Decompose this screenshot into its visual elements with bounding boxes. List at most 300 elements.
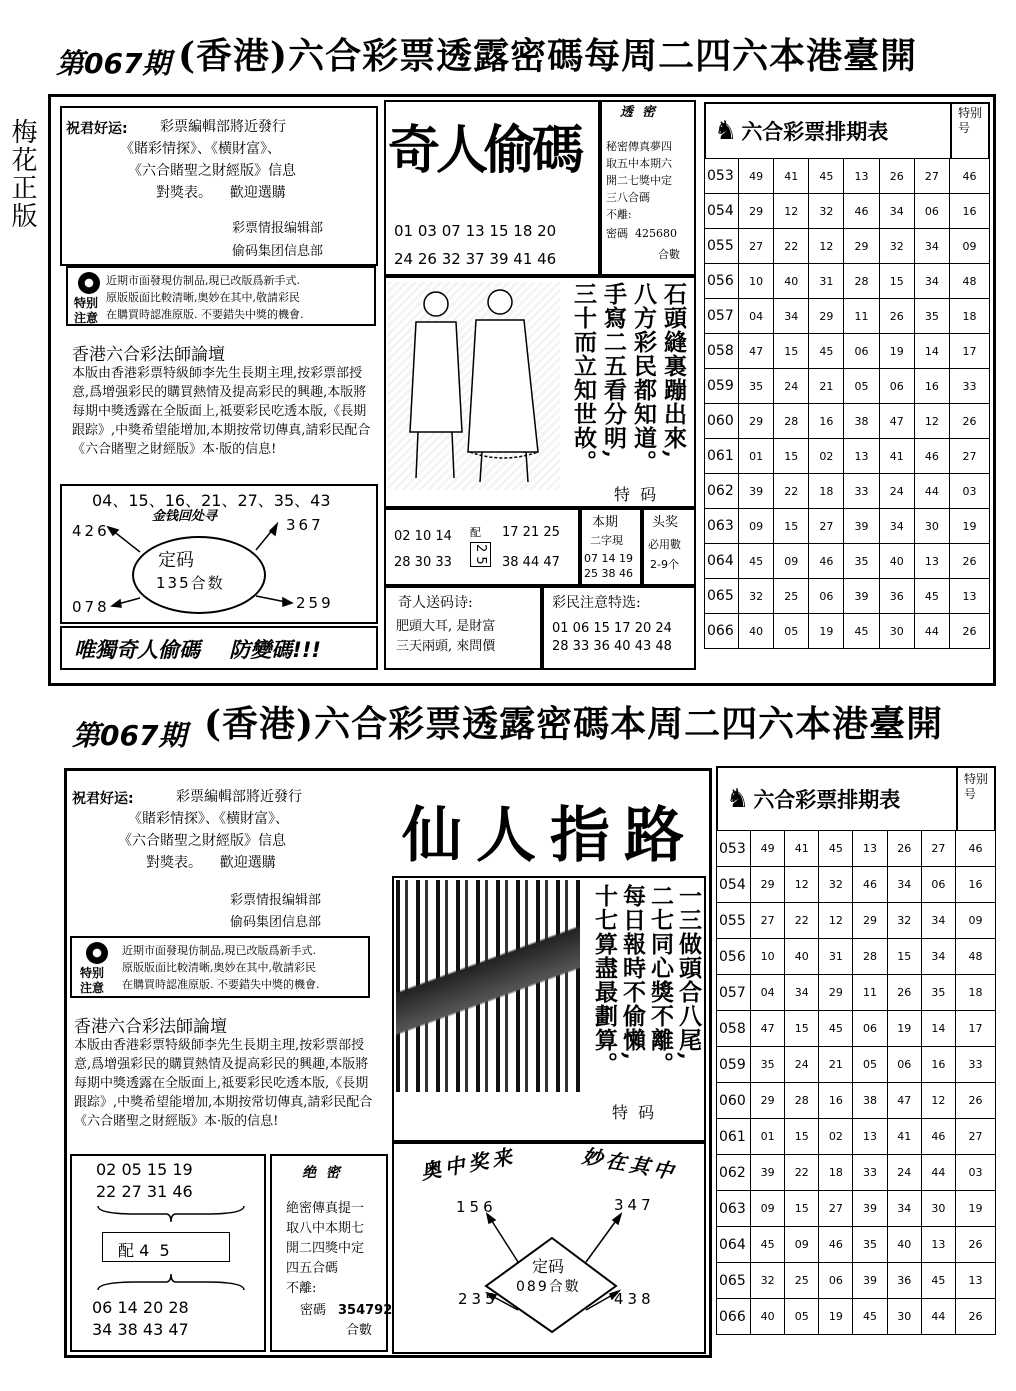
schedule-issue-cell: 064 — [705, 544, 739, 579]
schedule-row — [717, 1191, 996, 1227]
schedule-number-cell: 27 — [914, 159, 949, 194]
schedule-number-cell: 29 — [809, 299, 844, 334]
schedule-number-cell: 10 — [751, 939, 785, 975]
schedule-row — [717, 1263, 996, 1299]
top-golden-n-br: 259 — [296, 594, 334, 612]
schedule-number-cell: 35 — [921, 975, 955, 1011]
schedule-number-cell: 26 — [879, 299, 914, 334]
schedule-number-cell: 10 — [739, 264, 774, 299]
top-mid-right2: 38 44 47 — [502, 555, 560, 570]
bottom-secret-l1: 絶密傳真提一 — [286, 1201, 365, 1216]
schedule-number-cell: 32 — [879, 229, 914, 264]
schedule-issue-cell: 054 — [717, 867, 751, 903]
schedule-number-cell: 36 — [879, 579, 914, 614]
schedule-number-cell: 09 — [785, 1227, 819, 1263]
schedule-number-cell: 34 — [921, 939, 955, 975]
schedule-issue-cell: 056 — [717, 939, 751, 975]
warriors-illustration — [388, 282, 560, 490]
bottom-diamond-n-tr: 347 — [614, 1196, 655, 1214]
top-main-title: 奇人偷碼 — [388, 120, 581, 181]
schedule-special-cell: 27 — [950, 439, 990, 474]
bottom-poem-col-2: 每日報時不偷懶, — [619, 884, 646, 1062]
schedule-row — [717, 831, 996, 867]
schedule-number-cell: 02 — [819, 1119, 853, 1155]
schedule-number-cell: 39 — [853, 1191, 887, 1227]
top-secret-l4: 三八合碼 — [606, 191, 650, 204]
top-send-l2: 三天兩頭, 來問價 — [396, 639, 496, 654]
schedule-number-cell: 05 — [785, 1299, 819, 1335]
schedule-number-cell: 44 — [914, 614, 949, 649]
schedule-special-cell: 27 — [956, 1119, 996, 1155]
top-poem-col-2: 手寫二五看分明, — [600, 282, 627, 460]
schedule-number-cell: 41 — [887, 1119, 921, 1155]
schedule-number-cell: 40 — [785, 939, 819, 975]
schedule-number-cell: 31 — [809, 264, 844, 299]
schedule-issue-cell: 066 — [717, 1299, 751, 1335]
schedule-number-cell: 40 — [739, 614, 774, 649]
top-golden-caption: 金钱回处寻 — [152, 509, 218, 524]
schedule-number-cell: 12 — [809, 229, 844, 264]
bottom-left-r1: 02 05 15 19 — [96, 1160, 193, 1179]
schedule-number-cell: 22 — [774, 474, 809, 509]
schedule-number-cell: 46 — [819, 1227, 853, 1263]
top-special-line2: 原版版面比較清晰,奥妙在其中,敬請彩民 — [106, 291, 300, 304]
schedule-special-cell: 46 — [956, 831, 996, 867]
schedule-number-cell: 06 — [887, 1047, 921, 1083]
top-tema: 特 码 — [614, 485, 657, 504]
top-poem-col-3: 三十而立知世故。 — [570, 282, 597, 474]
top-mid-right1: 17 21 25 — [502, 525, 560, 540]
schedule-number-cell: 19 — [809, 614, 844, 649]
schedule-number-cell: 02 — [809, 439, 844, 474]
bottom-schedule-special: 特别号 — [956, 768, 994, 830]
schedule-number-cell: 24 — [774, 369, 809, 404]
top-notice-text3: 《六合賭聖之財經版》信息 — [128, 163, 296, 179]
top-notice-greeting: 祝君好运: — [66, 121, 128, 137]
schedule-number-cell: 29 — [819, 975, 853, 1011]
top-secret-l2: 取五中本期六 — [606, 157, 672, 170]
schedule-number-cell: 40 — [879, 544, 914, 579]
schedule-row — [717, 1083, 996, 1119]
top-fan-l1: 01 06 15 17 20 24 — [552, 621, 672, 636]
top-schedule-header — [704, 102, 990, 158]
schedule-number-cell: 18 — [819, 1155, 853, 1191]
schedule-number-cell: 16 — [921, 1047, 955, 1083]
schedule-number-cell: 46 — [853, 867, 887, 903]
bottom-schedule-header — [716, 766, 996, 830]
top-prize-head: 头奖 — [652, 515, 679, 530]
schedule-number-cell: 45 — [809, 334, 844, 369]
schedule-number-cell: 27 — [751, 903, 785, 939]
schedule-number-cell: 33 — [853, 1155, 887, 1191]
schedule-number-cell: 38 — [853, 1083, 887, 1119]
schedule-special-cell: 19 — [950, 509, 990, 544]
bottom-special-line1: 近期市面發現仿制品,現已改版爲新手式. — [122, 944, 316, 957]
schedule-number-cell: 13 — [844, 159, 879, 194]
schedule-row — [717, 1155, 996, 1191]
schedule-number-cell: 12 — [785, 867, 819, 903]
schedule-number-cell: 16 — [819, 1083, 853, 1119]
schedule-row — [705, 334, 990, 369]
schedule-number-cell: 12 — [819, 903, 853, 939]
schedule-issue-cell: 065 — [705, 579, 739, 614]
schedule-row — [705, 474, 990, 509]
schedule-row — [717, 939, 996, 975]
schedule-special-cell: 16 — [950, 194, 990, 229]
schedule-number-cell: 26 — [879, 159, 914, 194]
schedule-number-cell: 47 — [739, 334, 774, 369]
bottom-poem-col-0: 一三做頭合八尾, — [675, 884, 702, 1062]
schedule-row — [705, 614, 990, 649]
schedule-number-cell: 34 — [887, 867, 921, 903]
schedule-issue-cell: 060 — [705, 404, 739, 439]
schedule-number-cell: 28 — [774, 404, 809, 439]
schedule-number-cell: 15 — [785, 1011, 819, 1047]
bottom-left-r3: 06 14 20 28 — [92, 1298, 189, 1317]
top-send-l1: 肥頭大耳, 是財富 — [396, 619, 496, 634]
schedule-row — [705, 544, 990, 579]
schedule-issue-cell: 062 — [717, 1155, 751, 1191]
top-schedule-special: 特别号 — [950, 104, 988, 158]
schedule-number-cell: 15 — [879, 264, 914, 299]
top-special-label1: 特别 — [74, 296, 99, 310]
schedule-issue-cell: 057 — [705, 299, 739, 334]
bottom-forum-title: 香港六合彩法師論壇 — [74, 1017, 227, 1037]
schedule-number-cell: 16 — [809, 404, 844, 439]
schedule-number-cell: 45 — [844, 614, 879, 649]
schedule-number-cell: 13 — [853, 831, 887, 867]
schedule-number-cell: 26 — [887, 975, 921, 1011]
top-fan-head: 彩民注意特选: — [552, 595, 641, 611]
top-issue: 第067期 — [56, 47, 171, 80]
schedule-number-cell: 38 — [844, 404, 879, 439]
schedule-special-cell: 09 — [956, 903, 996, 939]
schedule-row — [717, 903, 996, 939]
bottom-diamond-n-br: 438 — [614, 1290, 655, 1308]
schedule-number-cell: 09 — [739, 509, 774, 544]
schedule-number-cell: 28 — [785, 1083, 819, 1119]
schedule-row — [705, 439, 990, 474]
top-current-n1: 07 14 19 — [584, 552, 633, 565]
top-golden-n-tr: 367 — [286, 516, 324, 534]
top-secret-l1: 秘密傳真夢四 — [606, 140, 672, 153]
bottom-notice-text1: 彩票編輯部將近發行 — [176, 789, 302, 805]
bottom-special-label2: 注意 — [80, 981, 105, 995]
schedule-special-cell: 17 — [956, 1011, 996, 1047]
schedule-row — [717, 975, 996, 1011]
top-current-sub: 二字現 — [590, 534, 623, 547]
schedule-number-cell: 21 — [809, 369, 844, 404]
top-current-head: 本期 — [592, 515, 619, 530]
schedule-number-cell: 11 — [844, 299, 879, 334]
schedule-special-cell: 13 — [950, 579, 990, 614]
schedule-number-cell: 34 — [774, 299, 809, 334]
schedule-special-cell: 26 — [950, 544, 990, 579]
schedule-number-cell: 44 — [921, 1155, 955, 1191]
top-schedule-title: 六合彩票排期表 — [741, 119, 889, 144]
schedule-number-cell: 34 — [914, 264, 949, 299]
schedule-number-cell: 15 — [887, 939, 921, 975]
schedule-row — [717, 1119, 996, 1155]
schedule-number-cell: 32 — [819, 867, 853, 903]
schedule-number-cell: 09 — [751, 1191, 785, 1227]
schedule-row — [705, 229, 990, 264]
bottom-notice-text4: 對獎表。 歡迎選購 — [146, 855, 276, 871]
schedule-special-cell: 26 — [956, 1227, 996, 1263]
top-notice-text1: 彩票編輯部將近發行 — [160, 119, 286, 135]
schedule-number-cell: 33 — [844, 474, 879, 509]
schedule-number-cell: 27 — [739, 229, 774, 264]
schedule-row — [717, 1047, 996, 1083]
schedule-number-cell: 06 — [809, 579, 844, 614]
schedule-special-cell: 26 — [950, 614, 990, 649]
schedule-number-cell: 22 — [785, 1155, 819, 1191]
schedule-number-cell: 13 — [844, 439, 879, 474]
schedule-row — [705, 579, 990, 614]
schedule-special-cell: 17 — [950, 334, 990, 369]
schedule-number-cell: 49 — [739, 159, 774, 194]
schedule-number-cell: 29 — [739, 194, 774, 229]
bottom-special-line2: 原版版面比較清晰,奥妙在其中,敬請彩民 — [122, 961, 316, 974]
schedule-number-cell: 18 — [809, 474, 844, 509]
schedule-number-cell: 44 — [921, 1299, 955, 1335]
schedule-issue-cell: 056 — [705, 264, 739, 299]
schedule-issue-cell: 065 — [717, 1263, 751, 1299]
top-mid-label: 配 — [470, 526, 481, 539]
top-secret-l6: 密碼 425680 — [606, 227, 677, 240]
schedule-number-cell: 45 — [819, 831, 853, 867]
schedule-issue-cell: 064 — [717, 1227, 751, 1263]
schedule-number-cell: 45 — [921, 1263, 955, 1299]
schedule-number-cell: 32 — [809, 194, 844, 229]
schedule-number-cell: 45 — [751, 1227, 785, 1263]
rooster-icon-bottom: ♞ — [726, 784, 750, 814]
schedule-number-cell: 01 — [739, 439, 774, 474]
top-secret-l5: 不離: — [606, 208, 632, 221]
schedule-row — [717, 1299, 996, 1335]
schedule-issue-cell: 059 — [717, 1047, 751, 1083]
bottom-secret-head: 绝 密 — [302, 1165, 340, 1181]
schedule-number-cell: 06 — [819, 1263, 853, 1299]
bottom-poem-col-3: 十七算盡最劃算。 — [591, 884, 618, 1076]
top-special-line3: 在購買時認准原版. 不要錯失中獎的機會. — [106, 308, 304, 321]
schedule-row — [705, 159, 990, 194]
schedule-number-cell: 46 — [914, 439, 949, 474]
top-forum-body: 本版由香港彩票特級師李先生長期主理,按彩票部授意,爲增强彩民的購買熱情及提高彩民的興趣,本版將每期中獎透露在全版面上,祗要彩民吃透本版,《長期跟踪》,中獎希望能增加,本期按常切傳真,請彩民配合《六合賭聖之財經版》本·版的信息! — [72, 366, 371, 457]
schedule-number-cell: 30 — [887, 1299, 921, 1335]
schedule-number-cell: 35 — [844, 544, 879, 579]
top-mid-mid: 2 5 — [470, 542, 491, 567]
top-golden-center1: 定码 — [158, 550, 194, 571]
schedule-number-cell: 46 — [921, 1119, 955, 1155]
schedule-number-cell: 35 — [751, 1047, 785, 1083]
schedule-number-cell: 21 — [819, 1047, 853, 1083]
bottom-special-line3: 在購買時認准原版. 不要錯失中獎的機會. — [122, 978, 320, 991]
schedule-number-cell: 39 — [739, 474, 774, 509]
side-label: 梅花正版 — [7, 118, 37, 230]
schedule-row — [717, 867, 996, 903]
bottom-notice-greeting: 祝君好运: — [72, 791, 134, 807]
schedule-number-cell: 01 — [751, 1119, 785, 1155]
bottom-notice-dept1: 彩票情报编辑部 — [230, 893, 322, 908]
top-notice-dept1: 彩票情报编辑部 — [232, 221, 324, 236]
schedule-issue-cell: 058 — [717, 1011, 751, 1047]
schedule-number-cell: 46 — [809, 544, 844, 579]
schedule-number-cell: 35 — [739, 369, 774, 404]
schedule-special-cell: 33 — [950, 369, 990, 404]
bottom-secret-l7: 合數 — [346, 1323, 373, 1338]
schedule-number-cell: 30 — [921, 1191, 955, 1227]
schedule-number-cell: 13 — [853, 1119, 887, 1155]
bottom-schedule-title: 六合彩票排期表 — [753, 787, 901, 812]
schedule-issue-cell: 059 — [705, 369, 739, 404]
schedule-number-cell: 15 — [774, 509, 809, 544]
schedule-issue-cell: 061 — [705, 439, 739, 474]
schedule-number-cell: 41 — [774, 159, 809, 194]
bottom-left-r4: 34 38 43 47 — [92, 1320, 189, 1339]
schedule-number-cell: 35 — [914, 299, 949, 334]
schedule-number-cell: 46 — [844, 194, 879, 229]
top-prize-range: 2-9个 — [650, 558, 679, 571]
schedule-number-cell: 29 — [751, 867, 785, 903]
schedule-issue-cell: 063 — [705, 509, 739, 544]
bottom-secret-code: 354792 — [338, 1303, 393, 1318]
schedule-number-cell: 05 — [853, 1047, 887, 1083]
schedule-issue-cell: 058 — [705, 334, 739, 369]
schedule-number-cell: 47 — [879, 404, 914, 439]
schedule-number-cell: 31 — [819, 939, 853, 975]
schedule-special-cell: 13 — [956, 1263, 996, 1299]
bottom-notice-text3: 《六合賭聖之財經版》信息 — [118, 833, 286, 849]
schedule-row — [705, 299, 990, 334]
top-secret-head: 透 密 — [620, 105, 656, 120]
schedule-special-cell: 19 — [956, 1191, 996, 1227]
schedule-number-cell: 47 — [887, 1083, 921, 1119]
schedule-number-cell: 34 — [785, 975, 819, 1011]
schedule-number-cell: 06 — [879, 369, 914, 404]
bottom-main-title: 仙人指路 — [402, 801, 698, 871]
bottom-forum-body: 本版由香港彩票特級師李先生長期主理,按彩票部授意,爲增强彩民的購買熱情及提高彩民的興趣,本版將每期中獎透露在全版面上,祗要彩民吃透本版,《長期跟踪》,中獎希望能增加,本期按常切傳真,請彩民配合《六合賭聖之財經版》本·版的信息! — [74, 1038, 373, 1129]
schedule-number-cell: 24 — [785, 1047, 819, 1083]
schedule-issue-cell: 057 — [717, 975, 751, 1011]
schedule-special-cell: 48 — [950, 264, 990, 299]
mountain-illustration — [396, 880, 580, 1092]
schedule-number-cell: 15 — [774, 439, 809, 474]
schedule-number-cell: 45 — [819, 1011, 853, 1047]
schedule-number-cell: 29 — [751, 1083, 785, 1119]
schedule-number-cell: 45 — [739, 544, 774, 579]
schedule-issue-cell: 055 — [705, 229, 739, 264]
schedule-number-cell: 40 — [887, 1227, 921, 1263]
top-golden-n-bl: 078 — [72, 598, 110, 616]
schedule-row — [717, 1227, 996, 1263]
schedule-issue-cell: 066 — [705, 614, 739, 649]
bottom-secret-l2: 取八中本期七 — [286, 1221, 365, 1236]
schedule-number-cell: 06 — [914, 194, 949, 229]
top-main-nums2: 24 26 32 37 39 41 46 — [394, 250, 557, 268]
top-poem-col-0: 石頭縫裏蹦出來, — [660, 282, 687, 460]
schedule-special-cell: 48 — [956, 939, 996, 975]
bottom-schedule-table — [716, 830, 996, 1335]
top-title: (香港)六合彩票透露密碼每周二四六本港臺開 — [178, 35, 918, 77]
schedule-number-cell: 13 — [914, 544, 949, 579]
schedule-issue-cell: 055 — [717, 903, 751, 939]
bottom-diamond-n-tl: 156 — [456, 1198, 497, 1216]
schedule-number-cell: 22 — [785, 903, 819, 939]
schedule-number-cell: 13 — [921, 1227, 955, 1263]
bottom-arc-right: 妙在其中 — [580, 1143, 680, 1185]
top-mid-left2: 28 30 33 — [394, 555, 452, 570]
bottom-diamond-center2: 089合數 — [516, 1279, 581, 1295]
schedule-number-cell: 15 — [785, 1119, 819, 1155]
schedule-number-cell: 25 — [785, 1263, 819, 1299]
schedule-special-cell: 16 — [956, 867, 996, 903]
schedule-number-cell: 34 — [921, 903, 955, 939]
bottom-schedule — [716, 766, 996, 1335]
schedule-number-cell: 22 — [774, 229, 809, 264]
top-fan-l2: 28 33 36 40 43 48 — [552, 639, 672, 654]
schedule-special-cell: 18 — [950, 299, 990, 334]
top-special-label2: 注意 — [74, 311, 99, 325]
top-prize-sub: 必用數 — [648, 538, 681, 551]
bottom-left-pei: 配 4 5 — [118, 1241, 170, 1260]
schedule-number-cell: 36 — [887, 1263, 921, 1299]
schedule-number-cell: 44 — [914, 474, 949, 509]
schedule-number-cell: 15 — [785, 1191, 819, 1227]
bottom-poem-col-1: 二七同心獎不離。 — [647, 884, 674, 1076]
top-special-line1: 近期市面發現仿制品,現已改版爲新手式. — [106, 274, 300, 287]
top-notice-dept2: 偷码集团信息部 — [232, 244, 324, 259]
top-poem-col-1: 八方彩民都知道。 — [630, 282, 657, 474]
schedule-number-cell: 06 — [853, 1011, 887, 1047]
top-notice-text2: 《賭彩情探》、《横財富》、 — [120, 141, 281, 157]
bottom-secret-l6: 密碼 — [300, 1303, 327, 1318]
schedule-issue-cell: 054 — [705, 194, 739, 229]
schedule-special-cell: 26 — [950, 404, 990, 439]
schedule-number-cell: 49 — [751, 831, 785, 867]
schedule-number-cell: 40 — [774, 264, 809, 299]
top-schedule-table — [704, 158, 990, 649]
top-golden-center2: 135合数 — [156, 574, 225, 592]
schedule-number-cell: 04 — [751, 975, 785, 1011]
top-schedule — [704, 102, 990, 649]
schedule-number-cell: 27 — [819, 1191, 853, 1227]
schedule-number-cell: 25 — [774, 579, 809, 614]
schedule-number-cell: 39 — [751, 1155, 785, 1191]
bottom-notice-dept2: 偷码集团信息部 — [230, 915, 322, 930]
schedule-number-cell: 19 — [879, 334, 914, 369]
schedule-number-cell: 12 — [914, 404, 949, 439]
schedule-number-cell: 34 — [887, 1191, 921, 1227]
bottom-special-label1: 特别 — [80, 966, 105, 980]
schedule-number-cell: 28 — [853, 939, 887, 975]
rooster-icon: ♞ — [714, 116, 738, 146]
bottom-left-r2: 22 27 31 46 — [96, 1182, 193, 1201]
schedule-number-cell: 19 — [887, 1011, 921, 1047]
schedule-number-cell: 30 — [879, 614, 914, 649]
schedule-number-cell: 39 — [844, 579, 879, 614]
schedule-row — [705, 404, 990, 439]
schedule-number-cell: 29 — [739, 404, 774, 439]
top-secret-l3: 開二七獎中定 — [606, 174, 672, 187]
schedule-issue-cell: 062 — [705, 474, 739, 509]
schedule-special-cell: 26 — [956, 1083, 996, 1119]
schedule-number-cell: 45 — [914, 579, 949, 614]
schedule-number-cell: 12 — [774, 194, 809, 229]
schedule-number-cell: 27 — [921, 831, 955, 867]
schedule-number-cell: 34 — [914, 229, 949, 264]
bottom-diamond-center1: 定码 — [532, 1257, 565, 1276]
